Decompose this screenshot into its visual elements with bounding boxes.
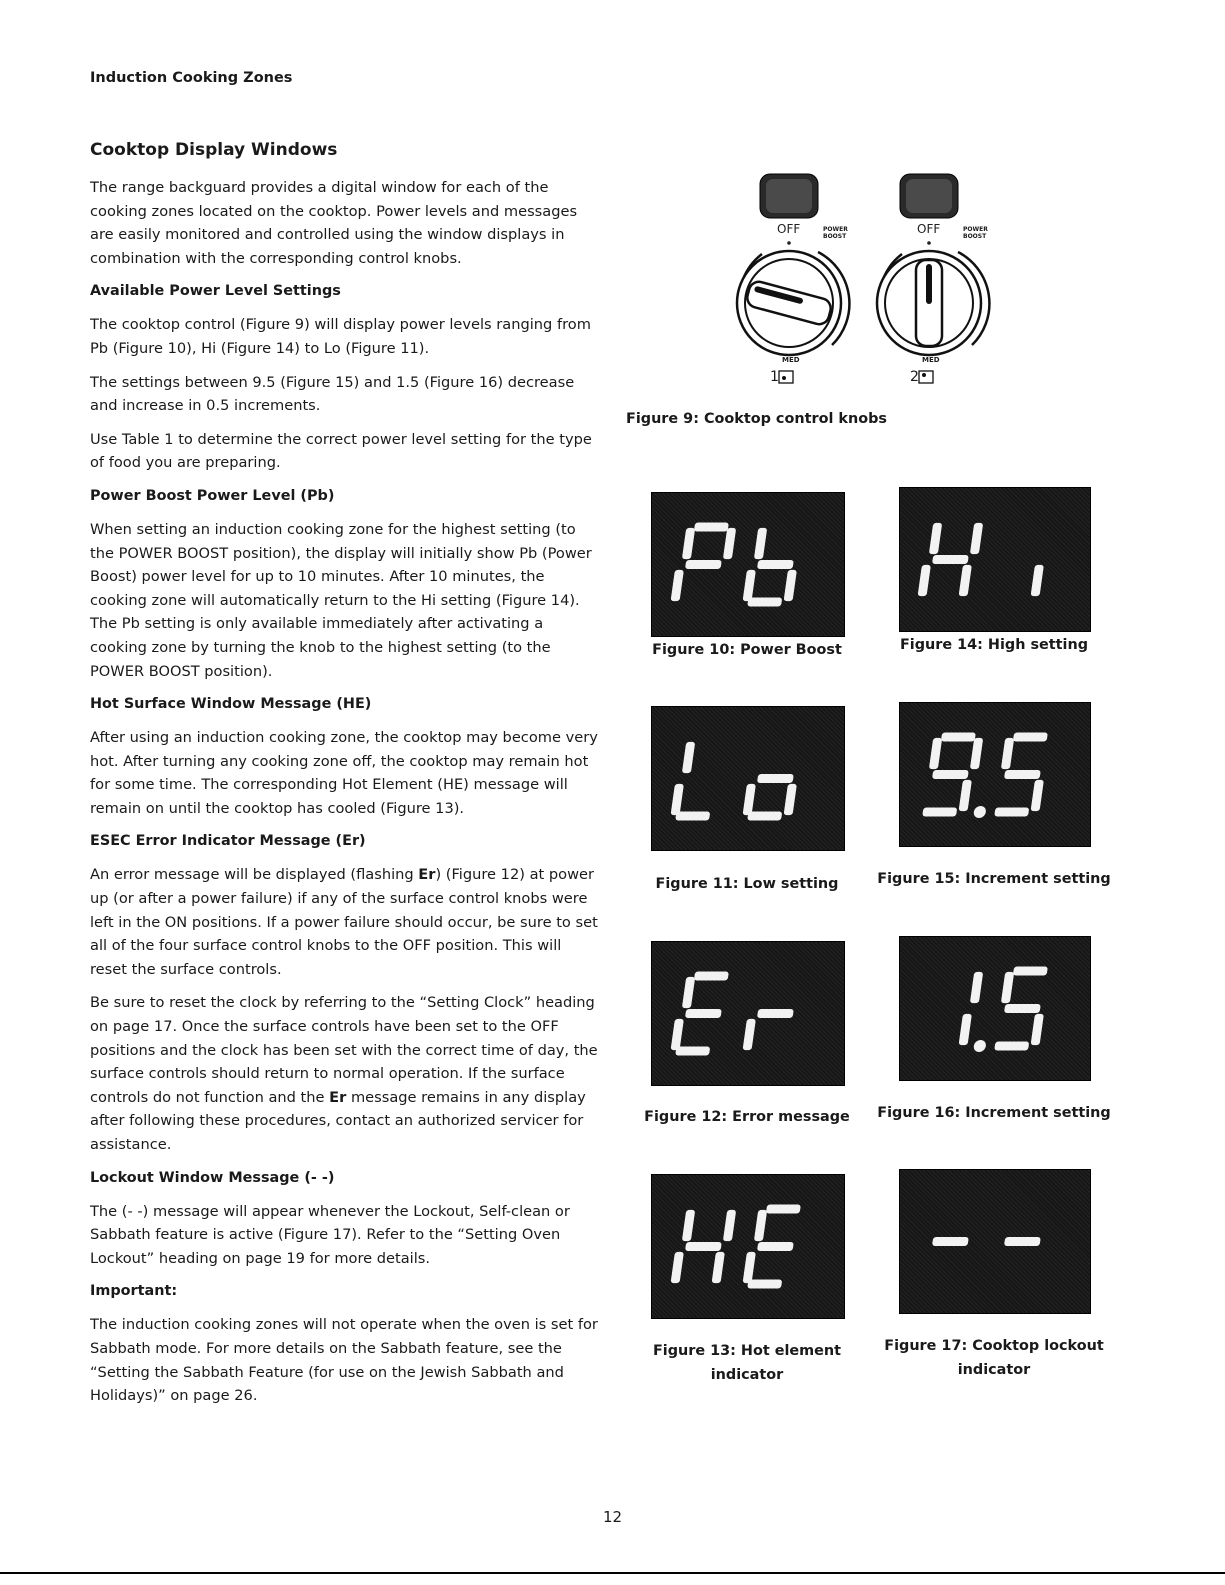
heading-hot-surface: Hot Surface Window Message (HE) — [90, 696, 372, 713]
segment-e — [671, 570, 684, 601]
segment-digit — [670, 742, 720, 821]
segment-b — [970, 738, 983, 769]
error2-code-er: Er — [329, 1088, 347, 1106]
segment-g — [932, 770, 969, 779]
figure-14-caption: Figure 14: High setting — [899, 637, 1089, 653]
segment-e — [671, 1019, 684, 1050]
error-paragraph-2 — [90, 991, 600, 1156]
segment-g — [1004, 770, 1041, 779]
segment-digit — [1031, 565, 1044, 596]
segment-g — [685, 1242, 722, 1251]
knob2-off-label: OFF — [917, 222, 941, 236]
segment-e — [743, 570, 756, 601]
body-text-column — [90, 176, 600, 1418]
er-segment-display — [652, 942, 844, 1085]
segment-g — [685, 1009, 722, 1018]
knob2-med-label: MED — [922, 356, 940, 364]
error-text-c: ) (Figure 12) at power up (or after a power failure) if any of the surface control knobs were left in the ON positions. If a power failure should occur, be sure to set all of the four surface control knobs to the OFF position. This will reset the surface controls. — [90, 866, 598, 978]
segment-a — [766, 1205, 801, 1214]
segment-digit — [994, 967, 1050, 1051]
page-number: 12 — [602, 1508, 623, 1526]
figure-13-caption-line1: Figure 13: Hot element — [652, 1343, 842, 1359]
knob2-boost-label: POWER BOOST — [963, 226, 988, 240]
segment-f — [1001, 972, 1014, 1003]
knob1-med-label: MED — [782, 356, 800, 364]
segment-c — [784, 784, 797, 815]
lo-segment-display — [652, 707, 844, 850]
lockout-paragraph: The (- -) message will appear whenever the Lockout, Self-clean or Sabbath feature is active (Figure 17). Refer to the “Setting Oven Lockout” heading on page 19 for more details. — [90, 1202, 570, 1267]
segment-digit — [671, 1210, 737, 1283]
segment-f — [754, 528, 767, 559]
segment-c — [959, 565, 972, 596]
figure-15-display — [899, 702, 1091, 847]
segment-g — [757, 1242, 794, 1251]
figure-12-caption: Figure 12: Error message — [644, 1109, 850, 1125]
segment-a — [1013, 733, 1048, 742]
segment-a — [1013, 967, 1048, 976]
nine-five-segment-display — [900, 703, 1090, 846]
heading-available-power: Available Power Level Settings — [90, 283, 341, 300]
figure-10-caption: Figure 10: Power Boost — [652, 642, 842, 658]
segment-d — [994, 808, 1029, 817]
segment-d — [994, 1042, 1029, 1051]
segment-f — [682, 977, 695, 1008]
error-text-a: An error message will be displayed (flashing — [90, 866, 419, 884]
segment-e — [671, 784, 684, 815]
error2-text-c: message remains in any display after following these procedures, contact an authorized servicer for assistance. — [90, 1088, 586, 1153]
segment-digit — [742, 1205, 801, 1289]
segment-c — [959, 1014, 972, 1045]
segment-b — [970, 523, 983, 554]
knob1-number: 1 — [770, 369, 779, 385]
segment-digit — [918, 523, 984, 596]
segment-digit — [1004, 1237, 1041, 1246]
figure-15-caption: Figure 15: Increment setting — [877, 871, 1111, 887]
segment-f — [682, 742, 695, 773]
knobs-illustration — [700, 170, 1000, 390]
segment-c — [1031, 565, 1044, 596]
segment-e — [918, 565, 931, 596]
section-title: Cooktop Display Windows — [90, 140, 338, 160]
segment-digit — [742, 774, 799, 821]
segment-c — [1031, 1014, 1044, 1045]
segment-f — [929, 523, 942, 554]
intro-paragraph: The range backguard provides a digital window for each of the cooking zones located on the cooktop. Power levels and messages are easily monitored and controlled using the window displays in combination with the corresponding control knobs. — [90, 179, 578, 267]
hot-paragraph: After using an induction cooking zone, the cooktop may become very hot. After turning any cooking zone off, the cooktop may remain hot for some time. The corresponding Hot Element (HE) message will remain on until the cooktop has cooled (Figure 13). — [90, 729, 598, 817]
segment-a — [694, 972, 729, 981]
segment-digit — [922, 733, 997, 819]
segment-digit — [932, 1237, 969, 1246]
figure-12-display — [651, 941, 845, 1086]
available-paragraph-3: Use Table 1 to determine the correct power level setting for the type of food you are preparing. — [90, 430, 592, 472]
available-paragraph-2: The settings between 9.5 (Figure 15) and 1.5 (Figure 16) decrease and increase in 0.5 increments. — [90, 373, 575, 415]
error-code-er: Er — [418, 866, 436, 884]
segment-digit — [742, 528, 803, 607]
figure-9-caption: Figure 9: Cooktop control knobs — [626, 411, 887, 427]
segment-a — [941, 733, 976, 742]
segment-f — [1001, 738, 1014, 769]
figure-9-knobs — [700, 170, 1000, 390]
segment-digit — [743, 1009, 794, 1050]
segment-g — [932, 1237, 969, 1246]
segment-g — [757, 1009, 794, 1018]
segment-b — [723, 1210, 736, 1241]
segment-d — [747, 1280, 782, 1289]
figure-14-display — [899, 487, 1091, 632]
segment-c — [1031, 780, 1044, 811]
segment-g — [685, 560, 722, 569]
segment-e — [743, 784, 756, 815]
figure-16-caption: Figure 16: Increment setting — [877, 1105, 1111, 1121]
figure-17-caption — [874, 1334, 1114, 1382]
hi-segment-display — [900, 488, 1090, 631]
segment-f — [682, 1210, 695, 1241]
segment-g — [932, 555, 969, 564]
segment-d — [675, 1047, 710, 1056]
segment-a — [694, 523, 729, 532]
segment-b — [970, 972, 983, 1003]
segment-d — [675, 812, 710, 821]
segment-d — [747, 812, 782, 821]
figure-13-caption-line2: indicator — [710, 1367, 784, 1383]
heading-error-indicator: ESEC Error Indicator Message (Er) — [90, 833, 366, 850]
one-five-segment-display — [900, 937, 1090, 1080]
segment-d — [922, 808, 957, 817]
figure-17-caption-line2: indicator — [957, 1362, 1031, 1378]
heading-lockout: Lockout Window Message (- -) — [90, 1169, 335, 1186]
segment-f — [682, 528, 695, 559]
figure-16-display — [899, 936, 1091, 1081]
decimal-point — [973, 806, 987, 818]
figure-11-caption: Figure 11: Low setting — [655, 876, 839, 892]
running-header: Induction Cooking Zones — [90, 70, 293, 86]
segment-f — [754, 1210, 767, 1241]
figure-11-display — [651, 706, 845, 851]
figure-10-display — [651, 492, 845, 637]
error2-text-a: Be sure to reset the clock by referring to the “Setting Clock” heading on page 17. Once the surface controls have been set to the OFF positions and the clock has been set with the correct time of day, the surface controls should return to normal operation. If the surface controls do not function and the — [90, 994, 598, 1106]
knob1-boost-label: POWER BOOST — [823, 226, 848, 240]
figure-13-caption — [640, 1339, 854, 1387]
segment-c — [959, 780, 972, 811]
figure-13-display — [651, 1174, 845, 1319]
segment-e — [743, 1252, 756, 1283]
segment-digit — [958, 972, 997, 1052]
pb-segment-display — [652, 493, 844, 636]
error-paragraph-1 — [90, 863, 600, 981]
bottom-rule — [0, 1572, 1225, 1574]
segment-c — [784, 570, 797, 601]
figure-17-caption-line1: Figure 17: Cooktop lockout — [884, 1338, 1104, 1354]
decimal-point — [973, 1040, 987, 1052]
segment-e — [743, 1019, 756, 1050]
segment-digit — [670, 972, 729, 1056]
he-segment-display — [652, 1175, 844, 1318]
heading-important: Important: — [90, 1283, 178, 1300]
segment-b — [723, 528, 736, 559]
segment-digit — [994, 733, 1050, 817]
segment-g — [1004, 1004, 1041, 1013]
segment-d — [747, 598, 782, 607]
boost-paragraph: When setting an induction cooking zone for the highest setting (to the POWER BOOST position), the display will initially show Pb (Power Boost) power level for up to 10 minutes. After 10 minutes, the cooking zone will automatically return to the Hi setting (Figure 14). The Pb setting is only available immediately after activating a cooking zone by turning the knob to the highest setting (to the POWER BOOST position). — [90, 520, 592, 680]
segment-c — [712, 1252, 725, 1283]
figure-17-display — [899, 1169, 1091, 1314]
important-paragraph: The induction cooking zones will not operate when the oven is set for Sabbath mode. For more details on the Sabbath feature, see the “Setting the Sabbath Feature (for use on the Jewish Sabbath and Holidays)” on page 26. — [90, 1316, 598, 1405]
lockout-segment-display — [900, 1170, 1090, 1313]
available-paragraph-1: The cooktop control (Figure 9) will display power levels ranging from Pb (Figure 10), Hi (Figure 14) to Lo (Figure 11). — [90, 316, 591, 357]
heading-power-boost: Power Boost Power Level (Pb) — [90, 487, 335, 504]
segment-g — [757, 560, 794, 569]
segment-g — [757, 774, 794, 783]
segment-digit — [671, 523, 737, 602]
segment-g — [1004, 1237, 1041, 1246]
knob2-number: 2 — [910, 369, 919, 385]
segment-f — [929, 738, 942, 769]
segment-e — [671, 1252, 684, 1283]
knob1-off-label: OFF — [777, 222, 801, 236]
